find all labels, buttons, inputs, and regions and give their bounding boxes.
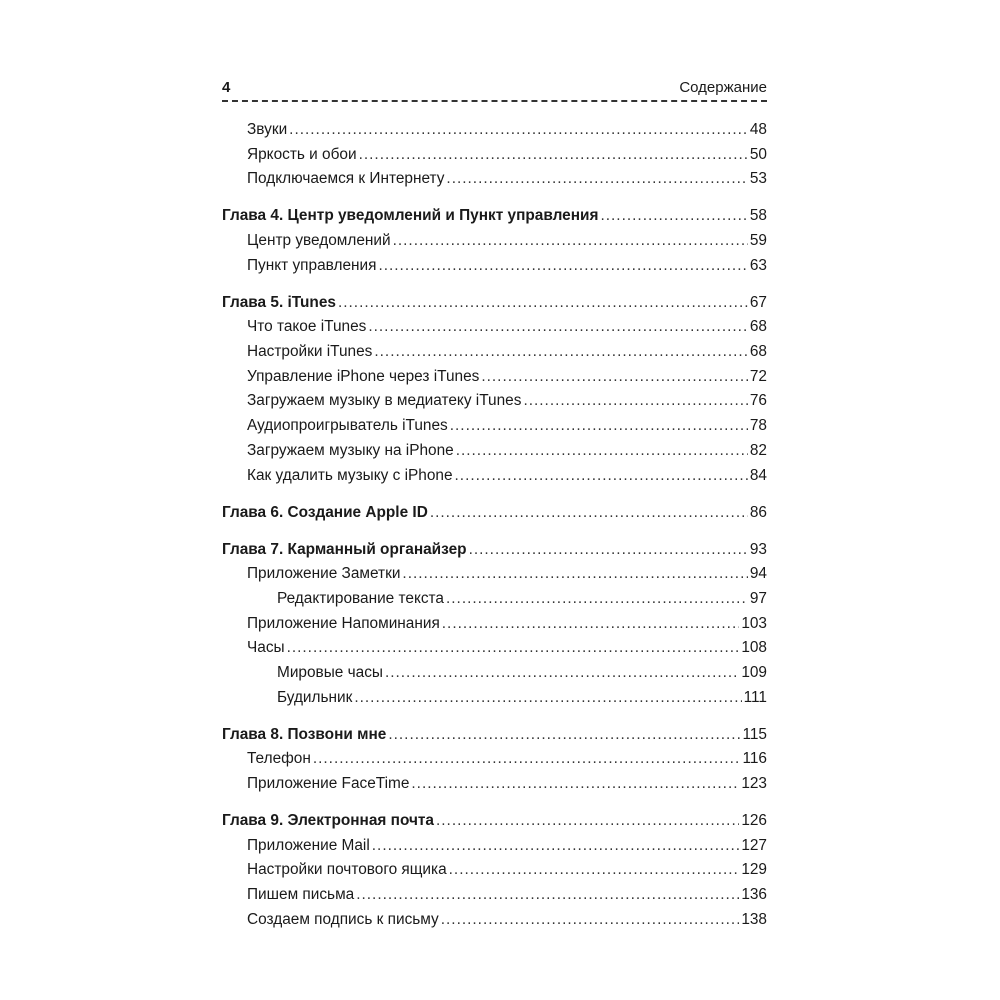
toc-chapter-entry bbox=[222, 723, 767, 748]
toc-leader-dots bbox=[446, 587, 748, 612]
toc-chapter-entry bbox=[222, 809, 767, 834]
toc-entry-page-number: 68 bbox=[749, 318, 767, 336]
toc-leader-dots bbox=[456, 439, 748, 464]
toc-leader-dots bbox=[449, 858, 740, 883]
running-title: Содержание bbox=[679, 79, 767, 96]
toc-leader-dots bbox=[359, 143, 748, 168]
toc-entry-title: Глава 5. iTunes bbox=[222, 293, 336, 311]
toc-section-entry bbox=[222, 254, 767, 279]
toc-entry-page-number: 67 bbox=[749, 293, 767, 311]
toc-chapter-entry bbox=[222, 291, 767, 316]
toc-entry-title: Глава 4. Центр уведомлений и Пункт управления bbox=[222, 207, 599, 225]
toc-entry-page-number: 116 bbox=[742, 750, 767, 768]
toc-entry-title: Пишем письма bbox=[247, 886, 355, 904]
toc-entry-title: Глава 8. Позвони мне bbox=[222, 725, 387, 743]
toc-leader-dots bbox=[385, 661, 739, 686]
toc-entry-title: Мировые часы bbox=[277, 663, 383, 681]
toc-leader-dots bbox=[378, 254, 747, 279]
toc-entry-title: Что такое iTunes bbox=[247, 318, 367, 336]
toc-leader-dots bbox=[356, 883, 739, 908]
toc-entry-title: Яркость и обои bbox=[247, 145, 357, 163]
toc-section-entry bbox=[222, 908, 767, 933]
toc-section-entry bbox=[222, 340, 767, 365]
toc-entry-title: Глава 6. Создание Apple ID bbox=[222, 503, 428, 521]
toc-entry-title: Звуки bbox=[247, 121, 288, 138]
toc-entry-title: Как удалить музыку с iPhone bbox=[247, 466, 453, 484]
toc-leader-dots bbox=[523, 389, 747, 414]
toc-section-entry bbox=[222, 772, 767, 797]
toc-entry-page-number: 129 bbox=[741, 861, 767, 879]
toc-entry-page-number: 127 bbox=[741, 836, 767, 854]
toc-entry-page-number: 76 bbox=[749, 392, 767, 410]
toc-chapter-entry bbox=[222, 538, 767, 563]
toc-entry-title: Управление iPhone через iTunes bbox=[247, 367, 480, 385]
toc-entry-page-number: 78 bbox=[749, 417, 767, 435]
header-dashed-rule bbox=[222, 100, 767, 102]
toc-entry-page-number: 82 bbox=[749, 441, 767, 459]
toc-entry-page-number: 84 bbox=[749, 466, 767, 484]
toc-entry-title: Телефон bbox=[247, 750, 311, 768]
toc-section-entry bbox=[222, 464, 767, 489]
toc-leader-dots bbox=[289, 118, 748, 143]
toc-section-entry bbox=[222, 636, 767, 661]
toc-leader-dots bbox=[430, 501, 748, 526]
toc-entry-title: Настройки iTunes bbox=[247, 343, 373, 361]
toc-entry-page-number: 103 bbox=[741, 614, 767, 632]
toc-entry-title: Пункт управления bbox=[247, 256, 377, 274]
toc-entry-title: Приложение Напоминания bbox=[247, 614, 440, 632]
toc-leader-dots bbox=[372, 834, 740, 859]
toc-section-entry bbox=[222, 747, 767, 772]
toc-entry-page-number: 111 bbox=[743, 688, 767, 706]
toc-entry-page-number: 123 bbox=[741, 774, 767, 792]
toc-entry-page-number: 108 bbox=[741, 639, 767, 657]
toc-chapter-entry bbox=[222, 501, 767, 526]
toc-leader-dots bbox=[368, 315, 748, 340]
toc-section-entry bbox=[222, 365, 767, 390]
toc-entry-title: Центр уведомлений bbox=[247, 232, 391, 250]
toc-entry-title: Будильник bbox=[277, 688, 353, 706]
toc-entry-page-number: 72 bbox=[749, 367, 767, 385]
toc-entry-title: Глава 9. Электронная почта bbox=[222, 811, 434, 829]
toc-entry-title: Аудиопроигрыватель iTunes bbox=[247, 417, 448, 435]
toc-entry-page-number: 94 bbox=[749, 565, 767, 583]
page-number: 4 bbox=[222, 79, 231, 96]
toc-section-entry bbox=[222, 883, 767, 908]
toc-entry-title: Настройки почтового ящика bbox=[247, 861, 447, 879]
toc-entry-title: Загружаем музыку на iPhone bbox=[247, 441, 454, 459]
toc-leader-dots bbox=[446, 167, 747, 192]
toc-entry-title: Редактирование текста bbox=[277, 589, 444, 607]
toc-leader-dots bbox=[600, 204, 747, 229]
toc-leader-dots bbox=[393, 229, 748, 254]
toc-entry-page-number: 63 bbox=[749, 256, 767, 274]
toc-leader-dots bbox=[469, 538, 748, 563]
toc-entry-title: Подключаемся к Интернету bbox=[247, 170, 445, 188]
toc-leader-dots bbox=[455, 464, 748, 489]
toc-entry-title: Приложение Mail bbox=[247, 836, 370, 854]
toc-entry-title: Глава 7. Карманный органайзер bbox=[222, 540, 467, 558]
toc-section-entry bbox=[222, 118, 767, 143]
toc-leader-dots bbox=[450, 414, 748, 439]
toc-entry-page-number: 136 bbox=[741, 886, 767, 904]
toc-section-entry bbox=[222, 315, 767, 340]
toc-entry-title: Часы bbox=[247, 639, 285, 657]
toc-section-entry bbox=[222, 661, 767, 686]
toc-leader-dots bbox=[436, 809, 739, 834]
toc-section-entry bbox=[222, 562, 767, 587]
toc-entry-page-number: 93 bbox=[749, 540, 767, 558]
toc-leader-dots bbox=[402, 562, 747, 587]
toc-entry-page-number: 97 bbox=[749, 589, 767, 607]
toc-chapter-entry bbox=[222, 204, 767, 229]
page-header bbox=[222, 78, 767, 100]
toc-entry-page-number: 86 bbox=[749, 503, 767, 521]
toc-section-entry bbox=[222, 167, 767, 192]
toc-section-entry bbox=[222, 587, 767, 612]
toc-leader-dots bbox=[411, 772, 739, 797]
toc-section-entry bbox=[222, 686, 767, 711]
toc-leader-dots bbox=[374, 340, 748, 365]
toc-leader-dots bbox=[287, 636, 740, 661]
toc-section-entry bbox=[222, 439, 767, 464]
toc-leader-dots bbox=[441, 908, 740, 933]
toc-section-entry bbox=[222, 389, 767, 414]
toc-entry-page-number: 58 bbox=[749, 207, 767, 225]
toc-section-entry bbox=[222, 229, 767, 254]
toc-section-entry bbox=[222, 858, 767, 883]
toc-leader-dots bbox=[481, 365, 748, 390]
toc-entry-page-number: 68 bbox=[749, 343, 767, 361]
toc-leader-dots bbox=[388, 723, 740, 748]
toc-entry-page-number: 48 bbox=[749, 121, 767, 138]
toc-entry-page-number: 109 bbox=[741, 663, 767, 681]
toc-entry-title: Загружаем музыку в медиатеку iTunes bbox=[247, 392, 522, 410]
toc-entry-page-number: 53 bbox=[749, 170, 767, 188]
toc-entry-page-number: 126 bbox=[741, 811, 767, 829]
toc-entry-page-number: 138 bbox=[741, 910, 767, 928]
toc-entry-title: Создаем подпись к письму bbox=[247, 910, 439, 928]
toc-section-entry bbox=[222, 612, 767, 637]
table-of-contents bbox=[222, 118, 767, 932]
toc-leader-dots bbox=[354, 686, 741, 711]
toc-section-entry bbox=[222, 834, 767, 859]
toc-section-entry bbox=[222, 143, 767, 168]
toc-section-entry bbox=[222, 414, 767, 439]
toc-entry-page-number: 115 bbox=[742, 725, 767, 743]
toc-entry-title: Приложение Заметки bbox=[247, 565, 401, 583]
toc-entry-title: Приложение FaceTime bbox=[247, 774, 410, 792]
toc-leader-dots bbox=[338, 291, 748, 316]
toc-entry-page-number: 59 bbox=[749, 232, 767, 250]
toc-entry-page-number: 50 bbox=[749, 145, 767, 163]
toc-leader-dots bbox=[442, 612, 740, 637]
toc-leader-dots bbox=[313, 747, 741, 772]
